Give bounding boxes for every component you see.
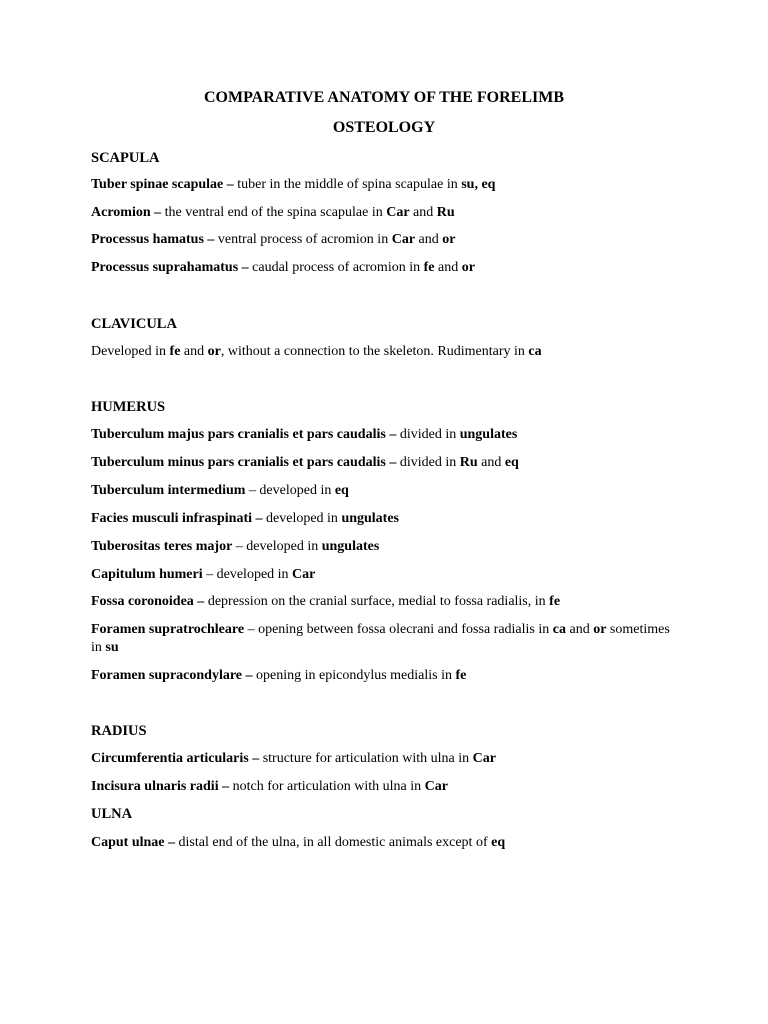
entry-foramen-supracondylare: Foramen supracondylare – opening in epicondylus medialis in fe (91, 668, 467, 683)
species-abbreviation: fe (423, 260, 435, 275)
entry-term: Processus hamatus – (91, 232, 215, 247)
entry-term: Capitulum humeri (91, 567, 203, 582)
section-heading-ulna: ULNA (91, 806, 133, 822)
species-abbreviation: eq (334, 483, 349, 498)
species-abbreviation: or (461, 260, 475, 275)
species-abbreviation: Car (386, 205, 410, 220)
species-abbreviation: Car (472, 751, 496, 766)
species-abbreviation: Ru (459, 455, 478, 470)
entry-term: Caput ulnae – (91, 835, 176, 850)
entry-term: Tuberositas teres major (91, 539, 233, 554)
species-abbreviation: Car (292, 567, 316, 582)
entry-term: Fossa coronoidea – (91, 594, 205, 609)
species-abbreviation: su (105, 640, 119, 655)
entry-term: Acromion – (91, 205, 162, 220)
entry-facies-musculi-infraspinati: Facies musculi infraspinati – developed in ungulates (91, 511, 400, 526)
entry-term: Tuberculum intermedium (91, 483, 246, 498)
section-heading-radius: RADIUS (91, 723, 147, 739)
species-abbreviation: Ru (436, 205, 455, 220)
section-heading-clavicula: CLAVICULA (91, 316, 177, 332)
species-abbreviation: eq (504, 455, 519, 470)
entry-clavicula-description: Developed in fe and or, without a connection to the skeleton. Rudimentary in ca (91, 344, 542, 359)
species-abbreviation: Car (424, 779, 448, 794)
entry-processus-hamatus: Processus hamatus – ventral process of acromion in Car and or (91, 232, 456, 247)
document-title: COMPARATIVE ANATOMY OF THE FORELIMB (203, 89, 564, 106)
species-abbreviation: ungulates (341, 511, 400, 526)
entry-term: Tuberculum minus pars cranialis et pars caudalis – (91, 455, 397, 470)
species-abbreviation: ca (552, 622, 566, 637)
entry-term: Tuberculum majus pars cranialis et pars caudalis – (91, 427, 397, 442)
section-heading-humerus: HUMERUS (91, 399, 166, 415)
entry-term: Tuber spinae scapulae – (91, 177, 234, 192)
entry-processus-suprahamatus: Processus suprahamatus – caudal process of acromion in fe and or (91, 260, 475, 275)
species-abbreviation: or (442, 232, 456, 247)
species-abbreviation: or (593, 622, 607, 637)
species-abbreviation: ungulates (321, 539, 380, 554)
entry-term: Foramen supratrochleare (91, 622, 245, 637)
entry-circumferentia-articularis: Circumferentia articularis – structure for articulation with ulna in Car (91, 751, 496, 766)
species-abbreviation: ungulates (459, 427, 518, 442)
entry-term: Incisura ulnaris radii – (91, 779, 230, 794)
species-abbreviation: su, eq (461, 177, 496, 192)
entry-tuber-spinae-scapulae: Tuber spinae scapulae – tuber in the middle of spina scapulae in su, eq (91, 177, 496, 192)
entry-acromion: Acromion – the ventral end of the spina scapulae in Car and Ru (91, 205, 455, 220)
entry-term: Foramen supracondylare – (91, 668, 253, 683)
species-abbreviation: fe (455, 668, 467, 683)
entry-incisura-ulnaris-radii: Incisura ulnaris radii – notch for articulation with ulna in Car (91, 779, 448, 794)
species-abbreviation: fe (549, 594, 561, 609)
document-subtitle: OSTEOLOGY (332, 119, 436, 136)
entry-tuberositas-teres-major: Tuberositas teres major – developed in ungulates (91, 539, 380, 554)
species-abbreviation: Car (391, 232, 416, 247)
species-abbreviation: fe (169, 344, 181, 359)
species-abbreviation: ca (528, 344, 542, 359)
species-abbreviation: or (207, 344, 221, 359)
entry-capitulum-humeri: Capitulum humeri – developed in Car (91, 567, 316, 582)
entry-tuberculum-minus: Tuberculum minus pars cranialis et pars caudalis – divided in Ru and eq (91, 455, 519, 470)
entry-fossa-coronoidea: Fossa coronoidea – depression on the cranial surface, medial to fossa radialis, in fe (91, 594, 561, 609)
entry-term: Circumferentia articularis – (91, 751, 260, 766)
species-abbreviation: eq (491, 835, 506, 850)
entry-term: Processus suprahamatus – (91, 260, 249, 275)
entry-term: Facies musculi infraspinati – (91, 511, 263, 526)
entry-caput-ulnae: Caput ulnae – distal end of the ulna, in all domestic animals except of eq (91, 835, 506, 850)
entry-foramen-supratrochleare: Foramen supratrochleare – opening between fossa olecrani and fossa radialis in ca and or sometimes in su (91, 622, 670, 655)
section-heading-scapula: SCAPULA (91, 150, 160, 166)
entry-tuberculum-intermedium: Tuberculum intermedium – developed in eq (91, 483, 349, 498)
entry-tuberculum-majus: Tuberculum majus pars cranialis et pars caudalis – divided in ungulates (91, 427, 518, 442)
